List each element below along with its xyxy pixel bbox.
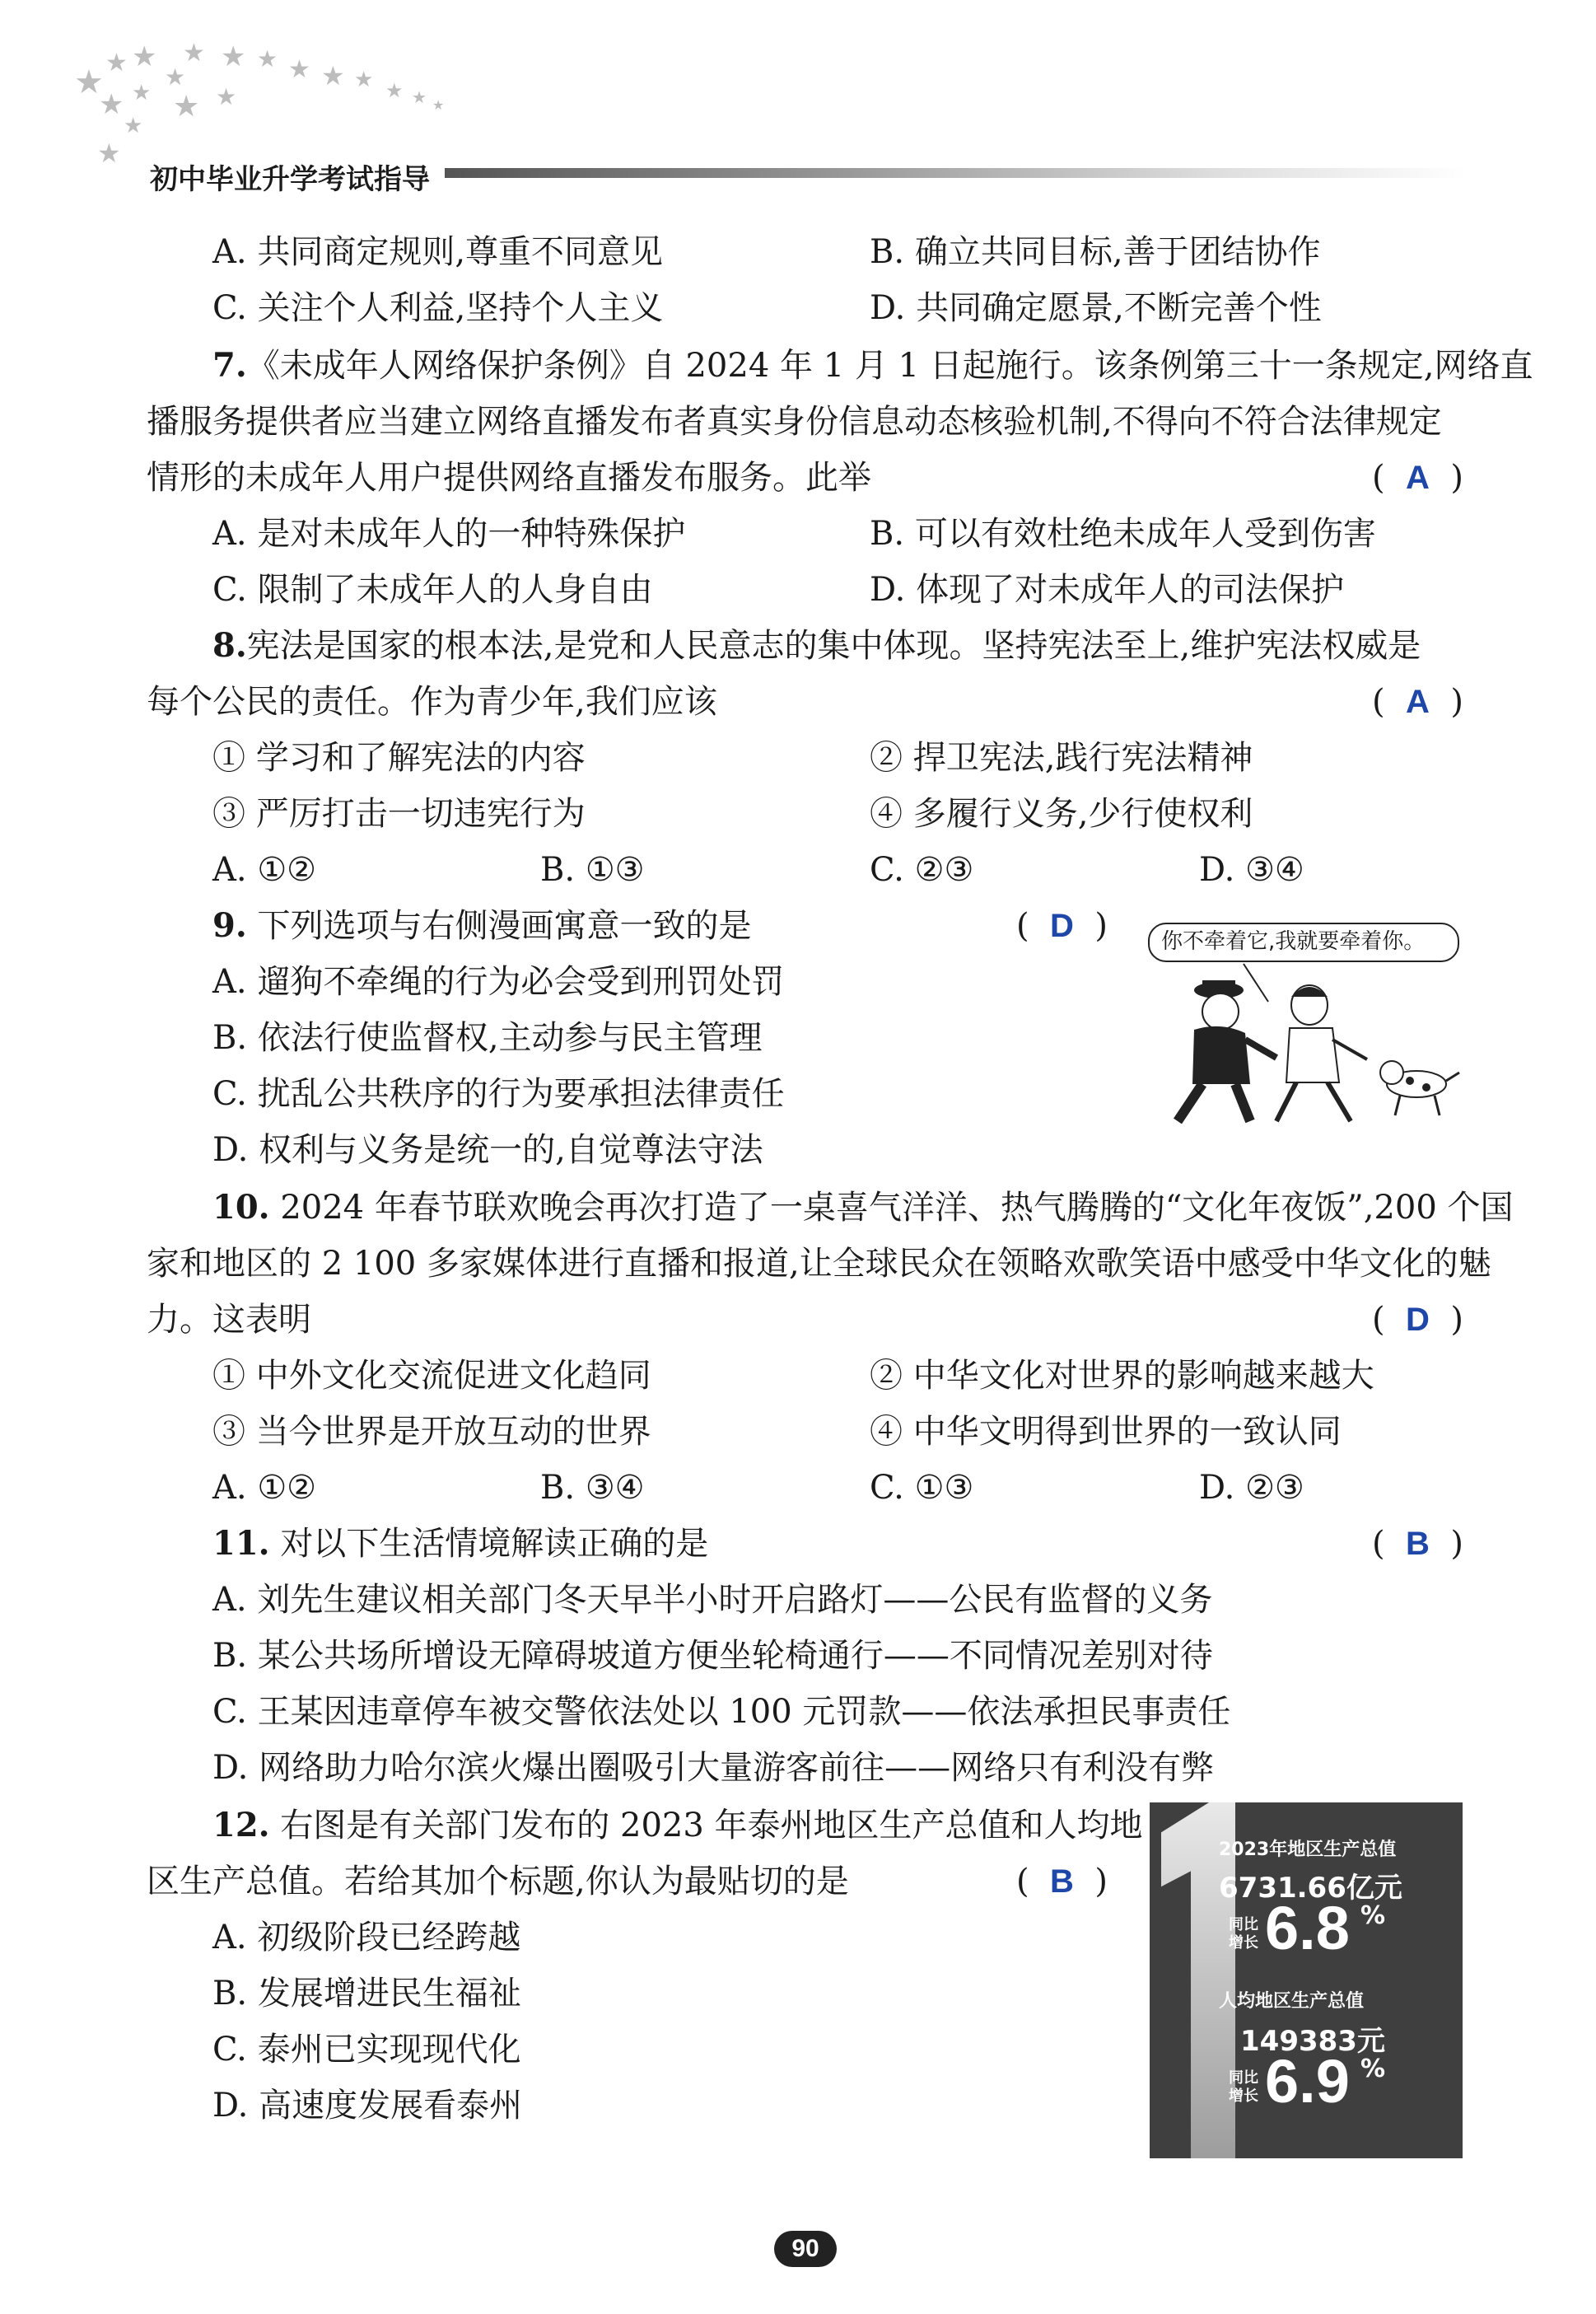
q8-option-d: D. ③④ xyxy=(1199,851,1304,889)
q6-option-c: C. 关注个人利益,坚持个人主义 xyxy=(212,289,664,327)
q7-answer-box: ( A ) xyxy=(1372,459,1463,497)
stats-per-capita-label: 人均地区生产总值 xyxy=(1219,1991,1365,2012)
cartoon-drawing xyxy=(1145,961,1466,1125)
stats-gdp-value: 6731.66亿元 xyxy=(1219,1872,1402,1905)
q12-stem-line1 xyxy=(212,1804,1143,1847)
q12-answer: B xyxy=(1050,1863,1074,1900)
q10-statement-4: ④ 中华文明得到世界的一致认同 xyxy=(870,1413,1342,1451)
q12-option-b: B. 发展增进民生福祉 xyxy=(212,1975,521,2012)
q10-number: 10. xyxy=(212,1188,270,1227)
stats-pc-growth-label1: 同比 xyxy=(1229,2069,1258,2087)
q11-stem xyxy=(212,1522,708,1565)
q6-option-a: A. 共同商定规则,尊重不同意见 xyxy=(212,233,664,271)
q7-stem-line1 xyxy=(212,344,1533,387)
q10-option-d: D. ②③ xyxy=(1199,1469,1304,1507)
q12-option-d: D. 高速度发展看泰州 xyxy=(212,2087,523,2125)
q10-answer-box: ( D ) xyxy=(1372,1301,1463,1339)
q8-stem-line2: 每个公民的责任。作为青少年,我们应该 xyxy=(147,683,717,721)
q9-option-b: B. 依法行使监督权,主动参与民主管理 xyxy=(212,1019,763,1057)
stats-pc-percent: % xyxy=(1360,2055,1386,2083)
q8-option-b: B. ①③ xyxy=(540,851,645,889)
q7-option-a: A. 是对未成年人的一种特殊保护 xyxy=(212,515,686,553)
header-title: 初中毕业升学考试指导 xyxy=(150,163,430,196)
q10-statement-2: ② 中华文化对世界的影响越来越大 xyxy=(870,1357,1374,1395)
q12-option-a: A. 初级阶段已经跨越 xyxy=(212,1919,521,1956)
header-rule xyxy=(445,168,1466,178)
q8-option-a: A. ①② xyxy=(212,851,317,889)
page-number: 90 xyxy=(774,2231,837,2267)
q8-answer: A xyxy=(1406,684,1430,720)
q8-text1: 宪法是国家的根本法,是党和人民意志的集中体现。坚持宪法至上,维护宪法权威是 xyxy=(246,627,1421,665)
q9-number: 9. xyxy=(212,906,247,945)
q9-cartoon xyxy=(1145,921,1466,1127)
q9-answer-box: ( D ) xyxy=(1016,907,1108,945)
stats-gdp-percent: % xyxy=(1360,1901,1386,1930)
q10-stem-line3: 力。这表明 xyxy=(147,1301,311,1339)
stats-gdp-growth-label1: 同比 xyxy=(1229,1916,1258,1933)
q12-text1: 右图是有关部门发布的 2023 年泰州地区生产总值和人均地 xyxy=(280,1807,1143,1844)
stats-pc-growth-label2: 增长 xyxy=(1229,2087,1258,2105)
q6-option-b: B. 确立共同目标,善于团结协作 xyxy=(870,233,1321,271)
q6-option-d: D. 共同确定愿景,不断完善个性 xyxy=(870,289,1322,327)
q8-statement-2: ② 捍卫宪法,践行宪法精神 xyxy=(870,739,1253,777)
q9-option-c: C. 扰乱公共秩序的行为要承担法律责任 xyxy=(212,1075,785,1113)
q8-answer-box: ( A ) xyxy=(1372,683,1463,721)
q10-statement-3: ③ 当今世界是开放互动的世界 xyxy=(212,1413,651,1451)
q7-option-b: B. 可以有效杜绝未成年人受到伤害 xyxy=(870,515,1376,553)
q8-statement-3: ③ 严厉打击一切违宪行为 xyxy=(212,795,586,833)
q12-answer-box: ( B ) xyxy=(1016,1863,1108,1900)
q12-option-c: C. 泰州已实现现代化 xyxy=(212,2031,521,2069)
q8-option-c: C. ②③ xyxy=(870,851,974,889)
q10-statement-1: ① 中外文化交流促进文化趋同 xyxy=(212,1357,651,1395)
q10-text1: 2024 年春节联欢晚会再次打造了一桌喜气洋洋、热气腾腾的“文化年夜饭”,200 个国 xyxy=(280,1189,1514,1227)
q7-option-d: D. 体现了对未成年人的司法保护 xyxy=(870,571,1345,609)
q11-answer: B xyxy=(1406,1526,1430,1562)
q12-stats-image xyxy=(1150,1802,1463,2158)
stats-pc-growth: 6.9 xyxy=(1265,2047,1350,2115)
q11-text: 对以下生活情境解读正确的是 xyxy=(280,1525,709,1563)
q9-stem xyxy=(212,905,751,947)
q9-option-d: D. 权利与义务是统一的,自觉尊法守法 xyxy=(212,1131,763,1169)
q10-option-a: A. ①② xyxy=(212,1469,317,1507)
q7-text1: 《未成年人网络保护条例》自 2024 年 1 月 1 日起施行。该条例第三十一条规定,网络直 xyxy=(246,347,1533,385)
q11-option-d: D. 网络助力哈尔滨火爆出圈吸引大量游客前往——网络只有利没有弊 xyxy=(212,1749,1215,1787)
q10-answer: D xyxy=(1406,1302,1430,1338)
stats-gdp-growth: 6.8 xyxy=(1265,1894,1350,1962)
q9-text: 下列选项与右侧漫画寓意一致的是 xyxy=(257,907,752,945)
q7-stem-line3: 情形的未成年人用户提供网络直播发布服务。此举 xyxy=(147,459,871,497)
q12-stem-line2: 区生产总值。若给其加个标题,你认为最贴切的是 xyxy=(147,1863,849,1900)
cartoon-speech-bubble xyxy=(1148,923,1459,962)
q9-option-a: A. 遛狗不牵绳的行为必会受到刑罚处罚 xyxy=(212,963,785,1001)
q8-statement-1: ① 学习和了解宪法的内容 xyxy=(212,739,586,777)
q11-option-a: A. 刘先生建议相关部门冬天早半小时开启路灯——公民有监督的义务 xyxy=(212,1581,1213,1619)
q10-stem-line2: 家和地区的 2 100 多家媒体进行直播和报道,让全球民众在领略欢歌笑语中感受中华文化的魅 xyxy=(147,1245,1491,1283)
q12-number: 12. xyxy=(212,1806,270,1844)
q10-option-b: B. ③④ xyxy=(540,1469,645,1507)
q7-stem-line2: 播服务提供者应当建立网络直播发布者真实身份信息动态核验机制,不得向不符合法律规定 xyxy=(147,403,1442,441)
q7-answer: A xyxy=(1406,460,1430,496)
stats-gdp-label: 2023年地区生产总值 xyxy=(1219,1840,1397,1860)
stats-gdp-growth-label2: 增长 xyxy=(1229,1934,1258,1952)
q10-option-c: C. ①③ xyxy=(870,1469,974,1507)
q8-stem-line1 xyxy=(212,624,1421,667)
q8-number: 8. xyxy=(212,626,247,665)
q10-stem-line1 xyxy=(212,1186,1514,1229)
cartoon-caption: 你不牵着它,我就要牵着你。 xyxy=(1161,929,1426,954)
q7-number: 7. xyxy=(212,346,247,385)
q11-option-b: B. 某公共场所增设无障碍坡道方便坐轮椅通行——不同情况差别对待 xyxy=(212,1637,1213,1675)
q11-option-c: C. 王某因违章停车被交警依法处以 100 元罚款——依法承担民事责任 xyxy=(212,1693,1231,1731)
q8-statement-4: ④ 多履行义务,少行使权利 xyxy=(870,795,1253,833)
q9-answer: D xyxy=(1050,908,1074,944)
stats-per-capita-value: 149383元 xyxy=(1240,2025,1385,2058)
q11-answer-box: ( B ) xyxy=(1372,1525,1463,1563)
q7-option-c: C. 限制了未成年人的人身自由 xyxy=(212,571,653,609)
q11-number: 11. xyxy=(212,1524,270,1563)
